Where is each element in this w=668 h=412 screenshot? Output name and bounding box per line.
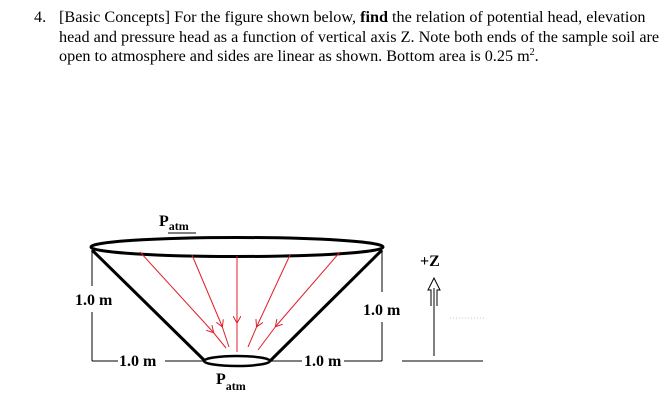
bottom-patm-label: $P_{atm}$ [216,371,246,393]
left-height-label: 1.0 m [75,292,113,309]
problem-number: 4. [34,8,47,26]
flow-arrow-5 [276,252,340,326]
bottom-right-width-label: 1.0 m [304,353,342,370]
z-axis-label: +Z [420,253,440,270]
problem-text-part-1: [Basic Concepts] For the figure shown below, [59,8,361,26]
flow-arrow-tail-4 [248,326,257,347]
problem-final-period: . [534,47,539,65]
flow-arrows [140,252,340,352]
flow-arrow-tail-5 [258,326,276,350]
problem-text-part-2: the relation of potential head, elevation head and pressure head as a function of vertical axis Z. Note both ends of the sample soil are open to atmosphere and sides are linear as shown. Bottom area is 0.25 m [59,8,660,65]
flow-arrow-1 [140,252,213,332]
top-patm-label: $P_{atm}$ [159,213,189,233]
problem-bold-word: find [360,8,388,26]
area-unit-superscript: 2 [529,47,535,58]
right-height-label: 1.0 m [363,302,401,319]
bottom-opening-ellipse [204,356,270,366]
flow-arrow-tail-1 [213,332,226,348]
bottom-left-width-label: 1.0 m [119,353,157,370]
z-axis-arrow [428,278,440,356]
flow-arrow-2 [192,255,222,326]
